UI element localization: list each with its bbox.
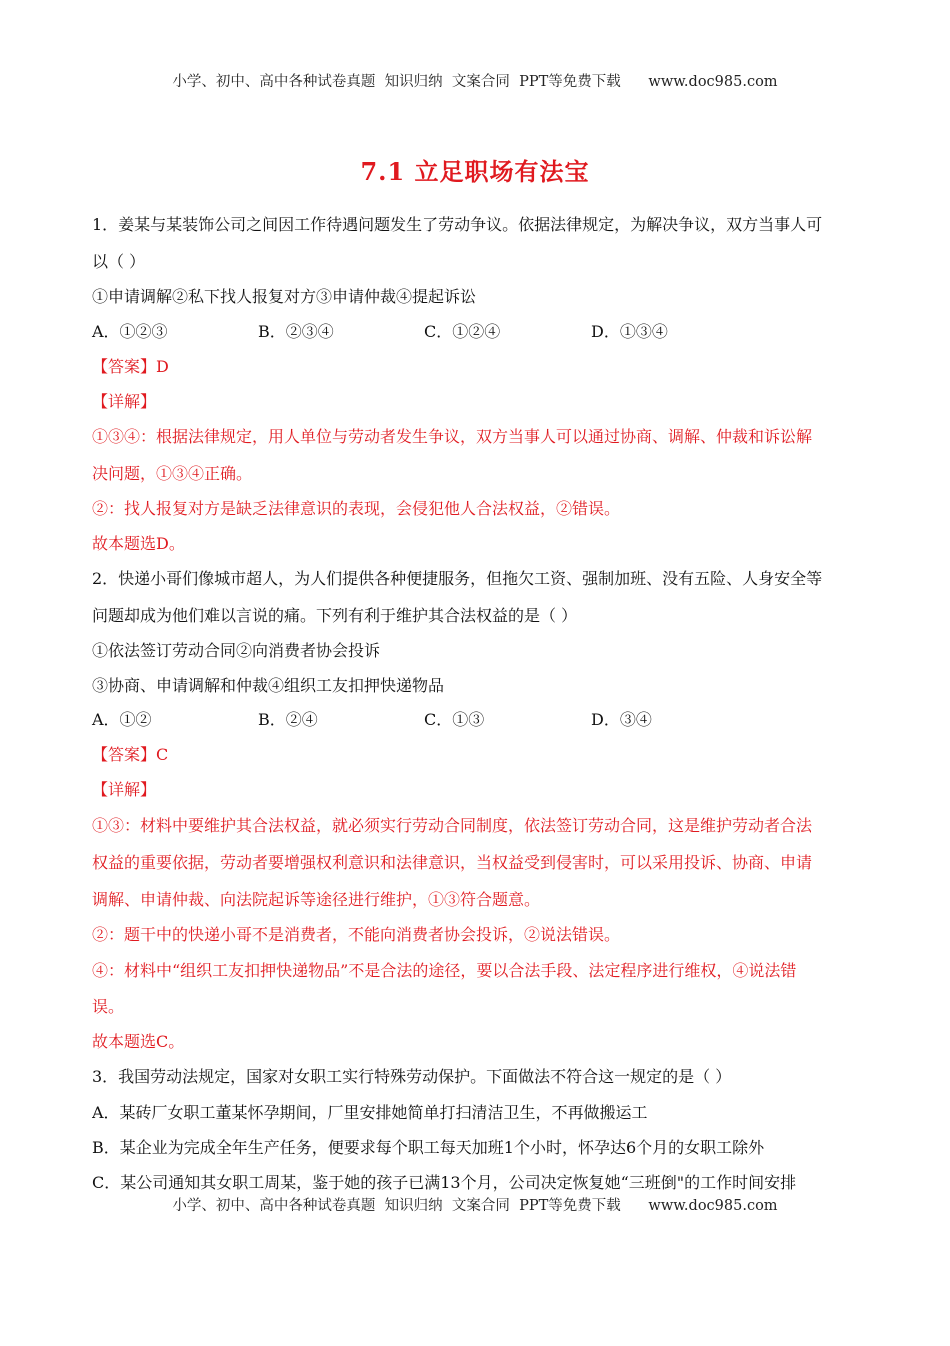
page-title: 7.1 立足职场有法宝 (360, 157, 590, 186)
q1-stem-line1: 1．姜某与某装饰公司之间因工作待遇问题发生了劳动争议。依据法律规定，为解决争议，双方当事人可 (92, 215, 823, 234)
q3-option-b: B．某企业为完成全年生产任务，便要求每个职工每天加班1个小时，怀孕达6个月的女职工除外 (92, 1138, 765, 1157)
q1-explanation-line: ①③④：根据法律规定，用人单位与劳动者发生争议，双方当事人可以通过协商、调解、仲裁和诉讼解 (92, 427, 813, 446)
q2-explanation-line: ①③：材料中要维护其合法权益，就必须实行劳动合同制度，依法签订劳动合同，这是维护劳动者合法 (92, 816, 813, 835)
q1-option-d: D．①③④ (591, 322, 668, 341)
q2-explanation-line: 调解、申请仲裁、向法院起诉等途径进行维护，①③符合题意。 (92, 890, 541, 909)
q2-explanation-line: 误。 (92, 997, 125, 1016)
q2-option-c: C．①③ (424, 710, 485, 729)
q2-option-b: B．②④ (258, 710, 318, 729)
q1-explanation-line: ②：找人报复对方是缺乏法律意识的表现，会侵犯他人合法权益，②错误。 (92, 499, 621, 518)
q2-explanation-line: 故本题选C。 (92, 1032, 185, 1051)
q2-explanation-line: 权益的重要依据，劳动者要增强权利意识和法律意识，当权益受到侵害时，可以采用投诉、协商、申请 (92, 853, 813, 872)
q2-detail-label: 【详解】 (92, 780, 157, 799)
q1-option-c: C．①②④ (424, 322, 501, 341)
q1-option-b: B．②③④ (258, 322, 334, 341)
q1-explanation-line: 故本题选D。 (92, 534, 185, 553)
q2-items-line2: ③协商、申请调解和仲裁④组织工友扣押快递物品 (92, 676, 445, 695)
q1-answer: 【答案】D (92, 357, 169, 376)
q2-answer: 【答案】C (92, 745, 169, 764)
page-footer: 小学、初中、高中各种试卷真题 知识归纳 文案合同 PPT等免费下载 www.doc985.com (172, 1198, 778, 1214)
q1-option-a: A．①②③ (92, 322, 168, 341)
q3-option-c: C．某公司通知其女职工周某，鉴于她的孩子已满13个月，公司决定恢复她“三班倒"的工作时间安排 (92, 1173, 797, 1192)
q2-option-d: D．③④ (591, 710, 652, 729)
q2-items-line1: ①依法签订劳动合同②向消费者协会投诉 (92, 641, 381, 660)
q1-items: ①申请调解②私下找人报复对方③申请仲裁④提起诉讼 (92, 287, 477, 306)
q1-detail-label: 【详解】 (92, 392, 157, 411)
q2-explanation-line: ④：材料中“组织工友扣押快递物品”不是合法的途径，要以合法手段、法定程序进行维权，④说法错 (92, 961, 797, 980)
q3-stem: 3．我国劳动法规定，国家对女职工实行特殊劳动保护。下面做法不符合这一规定的是（ ） (92, 1067, 732, 1086)
q1-explanation-line: 决问题，①③④正确。 (92, 464, 253, 483)
q2-stem-line2: 问题却成为他们难以言说的痛。下列有利于维护其合法权益的是（ ） (92, 606, 578, 625)
q2-option-a: A．①② (92, 710, 152, 729)
q2-stem-line1: 2．快递小哥们像城市超人，为人们提供各种便捷服务，但拖欠工资、强制加班、没有五险、人身安全等 (92, 569, 823, 588)
q2-explanation-line: ②：题干中的快递小哥不是消费者，不能向消费者协会投诉，②说法错误。 (92, 925, 621, 944)
q1-stem-line2: 以（ ） (92, 252, 146, 271)
page-header: 小学、初中、高中各种试卷真题 知识归纳 文案合同 PPT等免费下载 www.doc985.com (172, 74, 778, 90)
q3-option-a: A．某砖厂女职工董某怀孕期间，厂里安排她简单打扫清洁卫生，不再做搬运工 (92, 1103, 648, 1122)
